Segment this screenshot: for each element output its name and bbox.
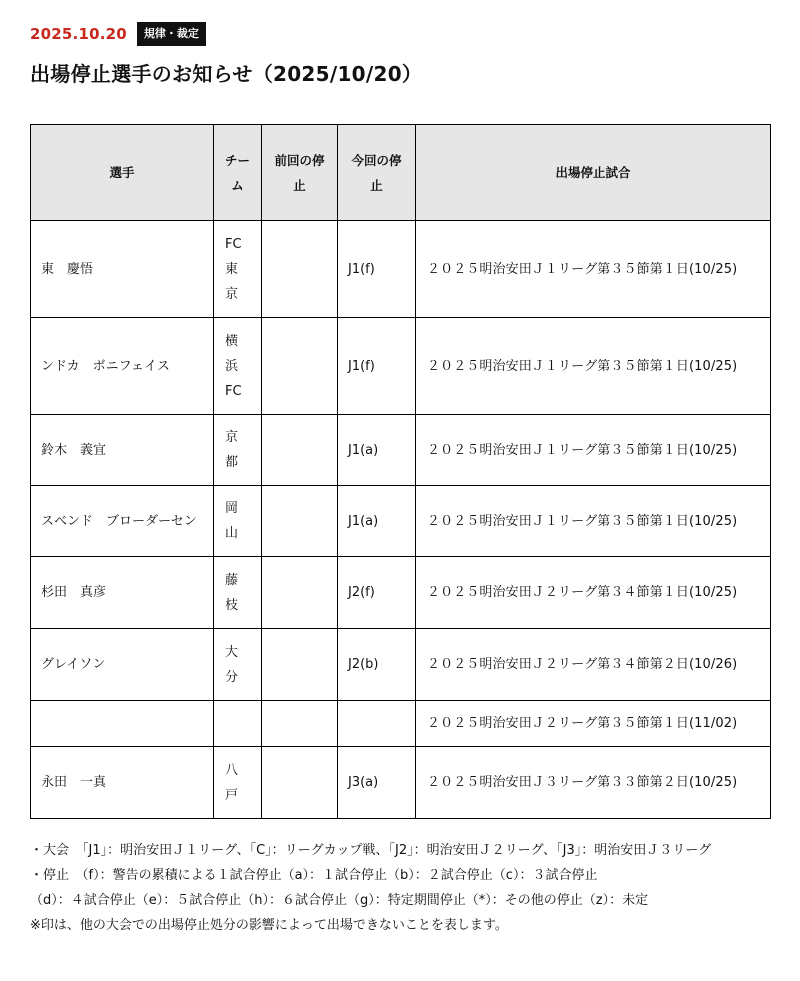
current-suspension: J1(a) [338,415,416,486]
current-suspension: J2(f) [338,557,416,629]
table-row [31,221,771,318]
legend-notes [30,838,770,938]
current-suspension: J2(b) [338,629,416,701]
article-date: 2025.10.20 [30,25,127,43]
previous-suspension [262,629,338,701]
current-suspension [338,701,416,747]
suspended-match: ２０２５明治安田Ｊ２リーグ第３４節第２日(10/26) [416,629,771,701]
team-name: 大分 [214,629,262,701]
suspended-match: ２０２５明治安田Ｊ１リーグ第３５節第１日(10/25) [416,415,771,486]
previous-suspension [262,318,338,415]
current-suspension: J1(f) [338,318,416,415]
current-suspension: J1(f) [338,221,416,318]
suspended-match: ２０２５明治安田Ｊ１リーグ第３５節第１日(10/25) [416,318,771,415]
page-title: 出場停止選手のお知らせ（2025/10/20） [30,62,423,86]
previous-suspension [262,557,338,629]
suspended-match: ２０２５明治安田Ｊ２リーグ第３４節第１日(10/25) [416,557,771,629]
player-name: 東 慶悟 [31,221,214,318]
article [30,0,770,938]
table-row [31,486,771,557]
table-row [31,629,771,701]
previous-suspension [262,221,338,318]
suspended-match: ２０２５明治安田Ｊ１リーグ第３５節第１日(10/25) [416,221,771,318]
player-name: スベンド ブローダーセン [31,486,214,557]
note-competitions: ・大会 「J1」：明治安田Ｊ１リーグ、「C」：リーグカップ戦、「J2」：明治安田Ｊ２リーグ、「J3」：明治安田Ｊ３リーグ [30,843,712,858]
previous-suspension [262,415,338,486]
team-name: 京都 [214,415,262,486]
player-name [31,701,214,747]
table-row [31,318,771,415]
previous-suspension [262,747,338,819]
table-row [31,557,771,629]
note-suspension-types-cont: （d）：４試合停止（e）：５試合停止（h）：６試合停止（g）：特定期間停止（*）：その他の停止（z）：未定 [30,893,649,908]
suspended-match: ２０２５明治安田Ｊ２リーグ第３５節第１日(11/02) [416,701,771,747]
note-suspension-types: ・停止 （f）：警告の累積による１試合停止（a）：１試合停止（b）：２試合停止（c）：３試合停止 [30,868,598,883]
team-name [214,701,262,747]
player-name: 鈴木 義宜 [31,415,214,486]
previous-suspension [262,486,338,557]
suspended-match: ２０２５明治安田Ｊ３リーグ第３３節第２日(10/25) [416,747,771,819]
table-row [31,415,771,486]
team-name: 藤枝 [214,557,262,629]
team-name: FC東京 [214,221,262,318]
suspended-match: ２０２５明治安田Ｊ１リーグ第３５節第１日(10/25) [416,486,771,557]
team-name: 横浜FC [214,318,262,415]
header-current: 今回の停止 [338,125,416,221]
player-name: グレイソン [31,629,214,701]
player-name: ンドカ ボニフェイス [31,318,214,415]
header-player: 選手 [31,125,214,221]
player-name: 永田 一真 [31,747,214,819]
header-team: チーム [214,125,262,221]
player-name: 杉田 真彦 [31,557,214,629]
table-header-row [31,125,771,221]
header-previous: 前回の停止 [262,125,338,221]
category-tag[interactable]: 規律・裁定 [137,22,206,46]
current-suspension: J3(a) [338,747,416,819]
team-name: 八戸 [214,747,262,819]
current-suspension: J1(a) [338,486,416,557]
table-row [31,701,771,747]
note-asterisk: ※印は、他の大会での出場停止処分の影響によって出場できないことを表します。 [30,918,508,933]
table-row [31,747,771,819]
header-matches: 出場停止試合 [416,125,771,221]
previous-suspension [262,701,338,747]
suspension-table [30,124,771,819]
article-meta [30,22,770,46]
team-name: 岡山 [214,486,262,557]
